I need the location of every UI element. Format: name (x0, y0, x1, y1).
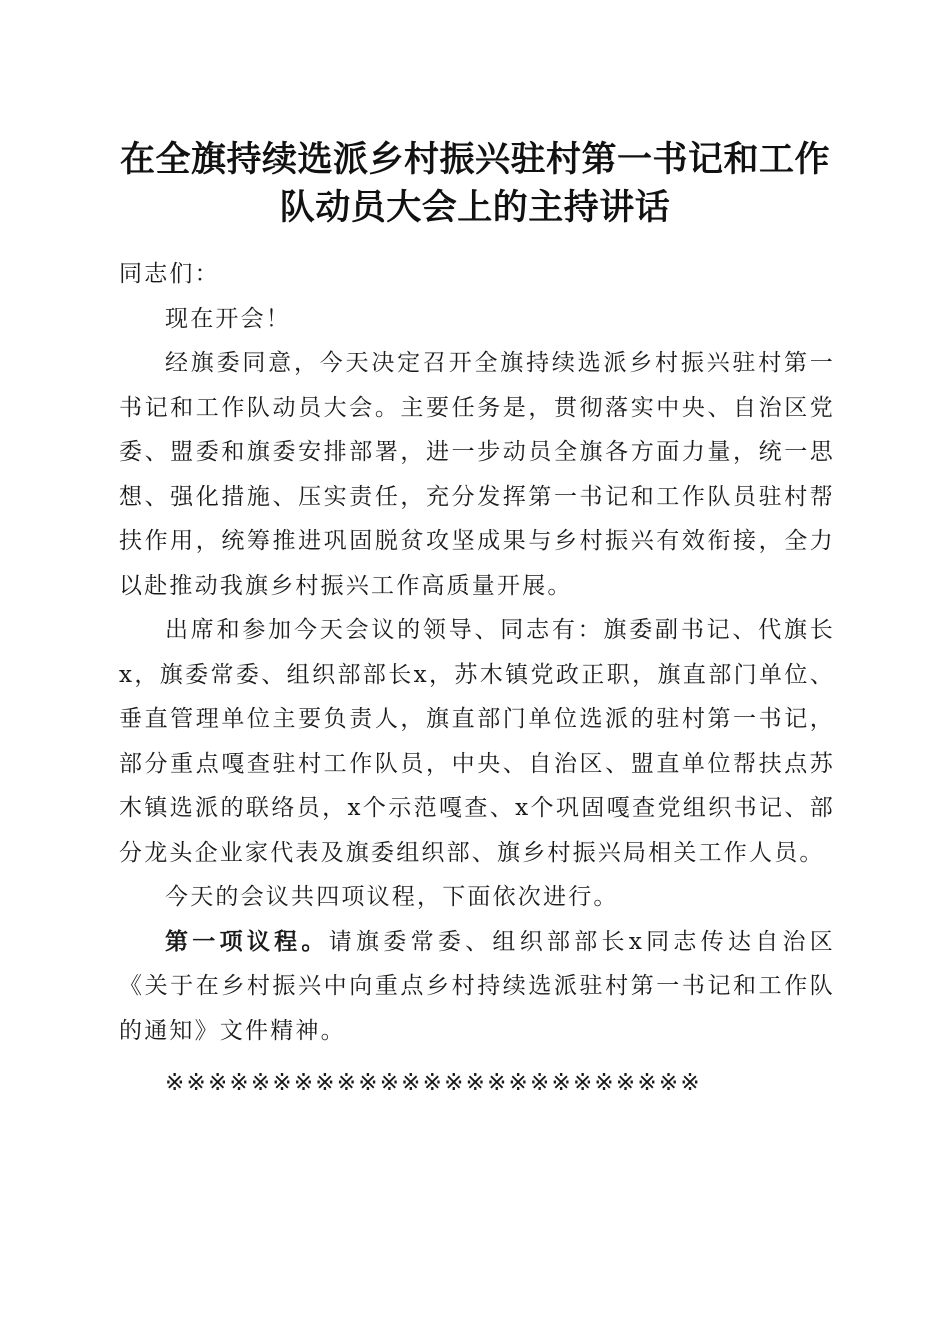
title-line-2: 队动员大会上的主持讲话 (279, 187, 671, 228)
title-line-1: 在全旗持续选派乡村振兴驻村第一书记和工作 (119, 139, 830, 180)
paragraph-open: 现在开会！ (165, 305, 291, 332)
section-separator: ※※※※※※※※※※※※※※※※※※※※※※※※※ (165, 1070, 702, 1096)
paragraph-item-1 (119, 920, 835, 1054)
salutation: 同志们： (119, 261, 220, 287)
agenda-item-1-text: 请旗委常委、组织部部长x同志传达自治区《关于在乡村振兴中向重点乡村持续选派驻村第一书记和工作队的通知》文件精神。 (119, 928, 836, 1044)
agenda-item-1-label: 第一项议程。 (165, 927, 329, 955)
paragraph-attendees: 出席和参加今天会议的领导、同志有：旗委副书记、代旗长x，旗委常委、组织部部长x，苏木镇党政正职，旗直部门单位、垂直管理单位主要负责人，旗直部门单位选派的驻村第一书记，部分重点嘎查驻村工作队员，中央、自治区、盟直单位帮扶点苏木镇选派的联络员，x个示范嘎查、x个巩固嘎查党组织书记、部分龙头企业家代表及旗委组织部、旗乡村振兴局相关工作人员。 (119, 617, 835, 866)
document-title (100, 136, 850, 232)
paragraph-agenda: 今天的会议共四项议程，下面依次进行。 (165, 884, 619, 910)
paragraph-intro: 经旗委同意，今天决定召开全旗持续选派乡村振兴驻村第一书记和工作队动员大会。主要任务是，贯彻落实中央、自治区党委、盟委和旗委安排部署，进一步动员全旗各方面力量，统一思想、强化措施、压实责任，充分发挥第一书记和工作队员驻村帮扶作用，统筹推进巩固脱贫攻坚成果与乡村振兴有效衔接，全力以赴推动我旗乡村振兴工作高质量开展。 (119, 350, 835, 599)
document-body (119, 252, 835, 1106)
